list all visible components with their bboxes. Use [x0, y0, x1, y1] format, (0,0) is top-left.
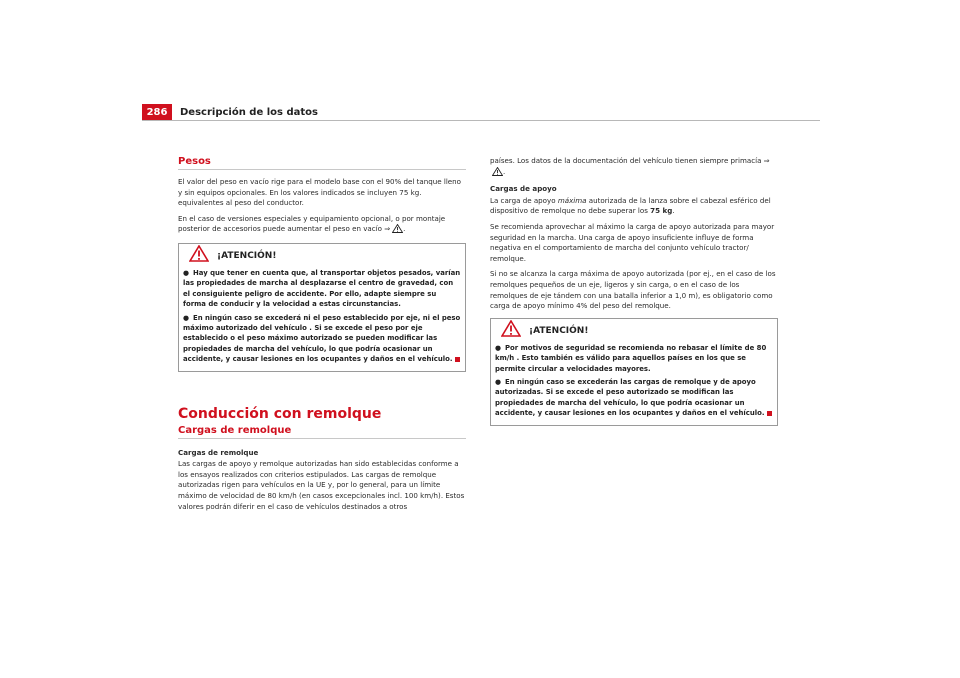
chapter-heading: Conducción con remolque	[178, 405, 382, 422]
paragraph: El valor del peso en vacío rige para el modelo base con el 90% del tanque lleno y sin equipos opcionales. En los valores indicados se incluyen 75 kg. equivalentes al peso del conductor.	[178, 177, 462, 208]
left-column	[178, 156, 466, 517]
warning-box	[490, 318, 778, 426]
paragraph: países. Los datos de la documentación del vehículo tienen siempre primacía ⇒.	[490, 156, 778, 179]
page-header-title: Descripción de los datos	[180, 107, 318, 118]
paragraph: La carga de apoyo máxima autorizada de la lanza sobre el cabezal esférico del dispositivo de remolque no debe superar los 75 kg.	[490, 195, 771, 216]
warning-box	[178, 243, 466, 372]
section-heading-cargas: Cargas de remolque	[178, 425, 466, 439]
end-of-section-icon	[767, 411, 772, 416]
section-heading-pesos: Pesos	[178, 156, 466, 170]
bullet-icon: ●	[183, 268, 190, 277]
paragraph: Las cargas de apoyo y remolque autorizadas han sido establecidas conforme a los ensayos realizados con criterios estipulados. Las cargas de remolque autorizadas rigen para vehículos en la UE y, por lo general, para un límite máximo de velocidad de 80 km/h (en casos excepcionales incl. 100 km/h). Estos valores podrán diferir en el caso de vehículos destinados a otros	[178, 459, 465, 511]
header-divider	[142, 120, 820, 121]
warning-triangle-icon	[189, 245, 209, 266]
warning-item: ● En ningún caso se excederá ni el peso establecido por eje, ni el peso máximo autorizado del vehículo . Si se excede el peso por eje establecido o el peso máximo autorizado se pueden modificar las propiedades de marcha del vehículo, lo que podría ocasionar un accidente, y causar lesiones en los ocupantes y daños en el vehículo.	[183, 313, 461, 364]
label-cargas-apoyo: Cargas de apoyo	[490, 184, 557, 194]
warning-triangle-icon	[392, 224, 403, 237]
warning-item: ● Por motivos de seguridad se recomienda no rebasar el límite de 80 km/h . Esto también es válido para aquellos países en los que se permite circular a velocidades mayores.	[495, 343, 767, 373]
bullet-icon: ●	[183, 313, 190, 322]
paragraph: Si no se alcanza la carga máxima de apoyo autorizada (por ej., en el caso de los remolques pequeños de un eje, ligeros y sin carga, o en el caso de los remolques de eje tándem con una batalla inferior a 1,0 m), es obligatorio como carga de apoyo mínimo 4% del peso del remolque.	[490, 269, 776, 311]
bullet-icon: ●	[495, 343, 502, 352]
paragraph: En el caso de versiones especiales y equipamiento opcional, o por montaje posterior de accesorios puede aumentar el peso en vacío ⇒ .	[178, 214, 466, 237]
right-column	[490, 156, 778, 430]
warning-item: ● En ningún caso se excederán las cargas de remolque y de apoyo autorizadas. Si se excede el peso autorizado se modifican las propiedades de marcha del vehículo, lo que podría ocasionar un accidente, y causar lesiones en los ocupantes y daños en el vehículo.	[491, 377, 777, 419]
warning-header	[179, 244, 465, 268]
paragraph: Se recomienda aprovechar al máximo la carga de apoyo autorizada para mayor seguridad en la marcha. Una carga de apoyo insuficiente influye de forma negativa en el comportamiento de marcha del conjunto vehículo tractor/ remolque.	[490, 221, 775, 263]
warning-title: ¡ATENCIÓN!	[529, 325, 589, 336]
warning-triangle-icon	[492, 167, 503, 180]
bullet-icon: ●	[495, 377, 502, 386]
label-cargas-remolque: Cargas de remolque	[178, 447, 259, 457]
warning-header	[491, 319, 777, 343]
end-of-section-icon	[455, 357, 460, 362]
warning-triangle-icon	[501, 320, 521, 341]
warning-title: ¡ATENCIÓN!	[217, 250, 277, 261]
warning-item: ● Hay que tener en cuenta que, al transportar objetos pesados, varían las propiedades de marcha al desplazarse el centro de gravedad, con el consiguiente peligro de accidente. Por ello, adapte siempre su forma de conducir y la velocidad a estas circunstancias.	[183, 268, 461, 309]
page-number: 286	[142, 104, 172, 121]
